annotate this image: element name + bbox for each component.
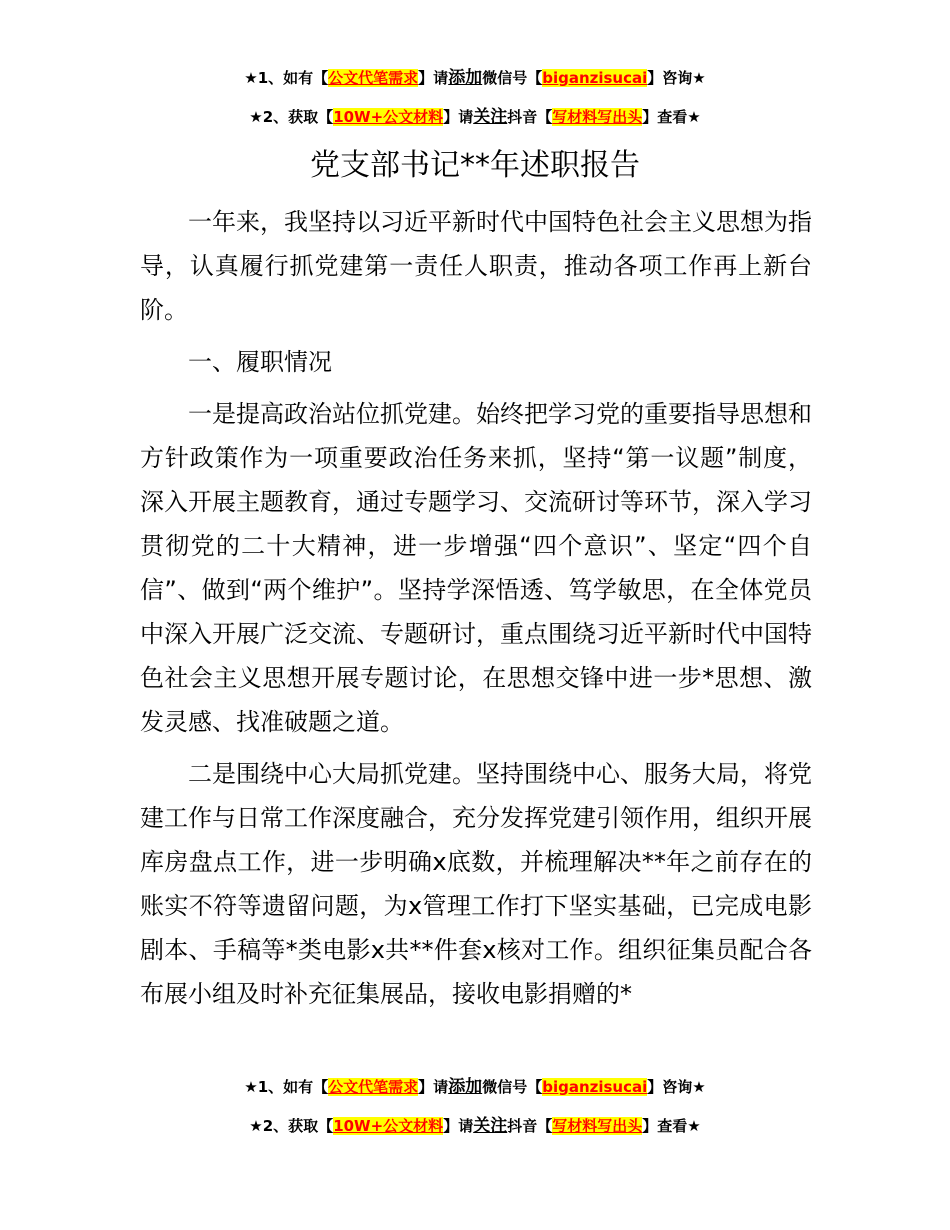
header-line2-douyin-id: 写材料写出头	[552, 108, 643, 126]
footer-line2-suffix: 】查看★	[642, 1117, 701, 1135]
header-ad-line-2	[0, 107, 950, 127]
header-line1-prefix: ★1、如有【	[244, 69, 329, 87]
header-line2-highlight-materials: 10W+公文材料	[333, 108, 444, 126]
paragraph-point-1: 一是提高政治站位抓党建。始终把学习党的重要指导思想和方针政策作为一项重要政治任务来抓，坚持“第一议题”制度，深入开展主题教育，通过专题学习、交流研讨等环节，深入学习贯彻党的二十大精神，进一步增强“四个意识”、坚定“四个自信”、做到“两个维护”。坚持学深悟透、笃学敏思，在全体党员中深入开展广泛交流、专题研讨，重点围绕习近平新时代中国特色社会主义思想开展专题讨论，在思想交锋中进一步*思想、激发灵感、找准破题之道。	[140, 400, 812, 736]
header-line1-wechat-id: biganzisucai	[542, 69, 648, 87]
paragraph-point-2: 二是围绕中心大局抓党建。坚持围绕中心、服务大局，将党建工作与日常工作深度融合，充分发挥党建引领作用，组织开展库房盘点工作，进一步明确x底数，并梳理解决**年之前存在的账实不符等遗留问题，为x管理工作打下坚实基础，已完成电影剧本、手稿等*类电影x共**件套x核对工作。组织征集员配合各布展小组及时补充征集展品，接收电影捐赠的*	[140, 760, 812, 1008]
footer-line1-mid2: 微信号【	[482, 1078, 543, 1096]
header-line2-prefix: ★2、获取【	[249, 108, 334, 126]
footer-line1-prefix: ★1、如有【	[244, 1078, 329, 1096]
section-heading-1: 一、履职情况	[188, 348, 332, 376]
footer-line1-wechat-id: biganzisucai	[542, 1078, 648, 1096]
header-line1-mid2: 微信号【	[482, 69, 543, 87]
footer-line2-highlight-materials: 10W+公文材料	[333, 1117, 444, 1135]
header-line2-mid2: 抖音【	[507, 108, 553, 126]
header-ad-line-1	[0, 68, 950, 88]
header-line1-mid: 】请	[418, 69, 449, 87]
document-body	[140, 200, 812, 1016]
footer-line2-mid2: 抖音【	[507, 1117, 553, 1135]
footer-line2-emphasis: 关注	[473, 1116, 508, 1136]
footer-line1-highlight-service: 公文代笔需求	[328, 1078, 419, 1096]
footer-line1-emphasis: 添加	[448, 1077, 483, 1097]
header-line2-mid: 】请	[443, 108, 474, 126]
header-line1-highlight-service: 公文代笔需求	[328, 69, 419, 87]
document-title: 党支部书记**年述职报告	[310, 148, 640, 183]
paragraph-intro: 一年来，我坚持以习近平新时代中国特色社会主义思想为指导，认真履行抓党建第一责任人职责，推动各项工作再上新台阶。	[140, 208, 812, 324]
header-line1-suffix: 】咨询★	[647, 69, 706, 87]
footer-line2-prefix: ★2、获取【	[249, 1117, 334, 1135]
footer-line2-douyin-id: 写材料写出头	[552, 1117, 643, 1135]
header-line2-emphasis: 关注	[473, 107, 508, 127]
header-line2-suffix: 】查看★	[642, 108, 701, 126]
footer-ad-line-2	[0, 1116, 950, 1136]
footer-line1-mid: 】请	[418, 1078, 449, 1096]
footer-line2-mid: 】请	[443, 1117, 474, 1135]
footer-ad-line-1	[0, 1077, 950, 1097]
footer-line1-suffix: 】咨询★	[647, 1078, 706, 1096]
header-line1-emphasis: 添加	[448, 68, 483, 88]
